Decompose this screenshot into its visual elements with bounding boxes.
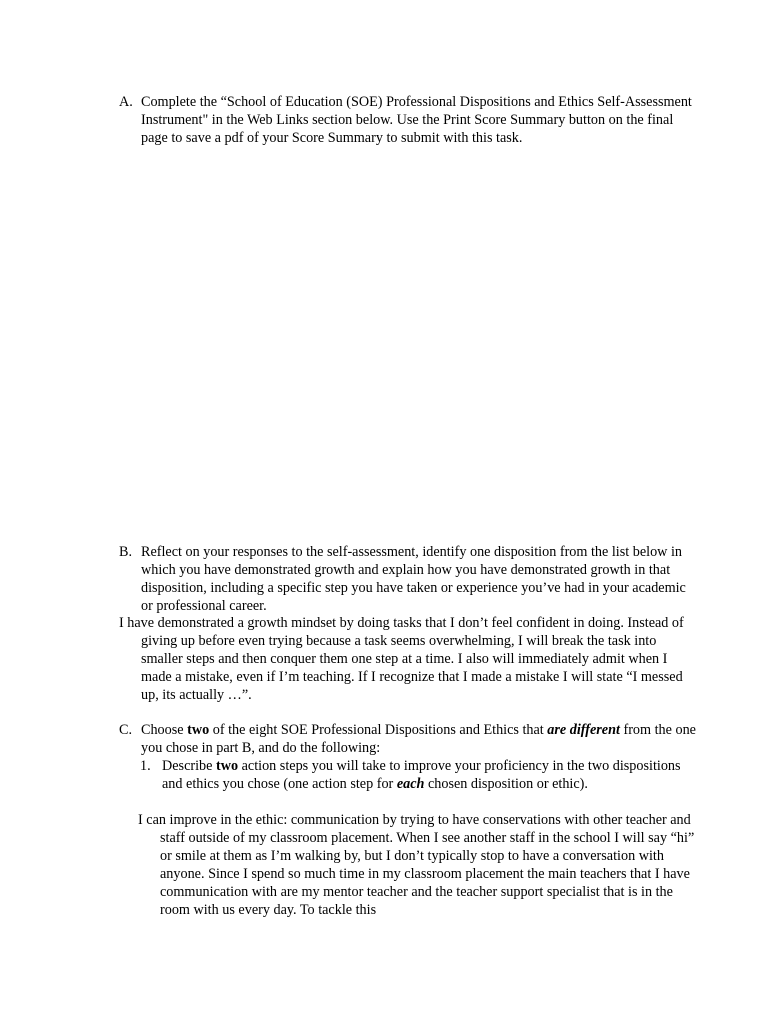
section-c-item-1 xyxy=(140,758,701,794)
section-c-text-3: from the one you chose in part B, and do the following: xyxy=(141,722,696,756)
section-a-label: A. xyxy=(119,94,133,110)
section-c-response-1: I can improve in the ethic: communication by trying to have conservations with other teacher and staff outside of my classroom placement. When I see another staff in the school I will say “hi” or smile at them as I’m walking by, but I don’t typically stop to have a conversation with anyone. Since I spend so much time in my classroom placement the main teachers that I have communication with are my mentor teacher and the teacher support specialist that is in the room with us every day. To tackle this xyxy=(138,812,695,918)
section-a-text: Complete the “School of Education (SOE) Professional Dispositions and Ethics Self-Assessment Instrument" in the Web Links section below. Use the Print Score Summary button on the final page to save a pdf of your Score Summary to submit with this task. xyxy=(141,94,692,146)
section-c-bold-two: two xyxy=(187,722,210,738)
section-c-label: C. xyxy=(119,722,133,738)
section-b-prompt xyxy=(119,544,701,616)
section-c-text-1: Choose xyxy=(141,722,184,738)
section-b-response: I have demonstrated a growth mindset by doing tasks that I don’t feel confident in doing. Instead of giving up before even trying because a task seems overwhelming, I will break the task into smaller steps and then conquer them one step at a time. I also will immediately admit when I made a mistake, even if I’m teaching. If I recognize that I made a mistake I will state “I messed up, its actually …”. xyxy=(119,615,684,703)
section-c-prompt xyxy=(119,722,701,758)
section-c-item-1-bold-italic-each: each xyxy=(396,775,425,792)
section-c-bold-italic-different: are different xyxy=(547,722,620,738)
section-c-item-1-text-3: chosen disposition or ethic). xyxy=(427,775,588,792)
section-a-prompt xyxy=(119,94,701,148)
section-c-item-1-bold-two: two xyxy=(215,758,239,774)
section-c-text-2: of the eight SOE Professional Dispositions and Ethics that xyxy=(212,722,544,738)
section-b-label: B. xyxy=(119,544,133,560)
section-c-item-1-text-2: action steps you will take to improve your proficiency in the two dispositions and ethics you chose (one action step for xyxy=(162,758,681,792)
section-c-item-1-text-1: Describe xyxy=(162,758,213,774)
section-c-item-1-label: 1. xyxy=(140,758,151,774)
section-b-text: Reflect on your responses to the self-assessment, identify one disposition from the list below in which you have demonstrated growth and explain how you have demonstrated growth in that disposition, including a specific step you have taken or experience you’ve had in your academic or professional career. xyxy=(141,544,686,614)
